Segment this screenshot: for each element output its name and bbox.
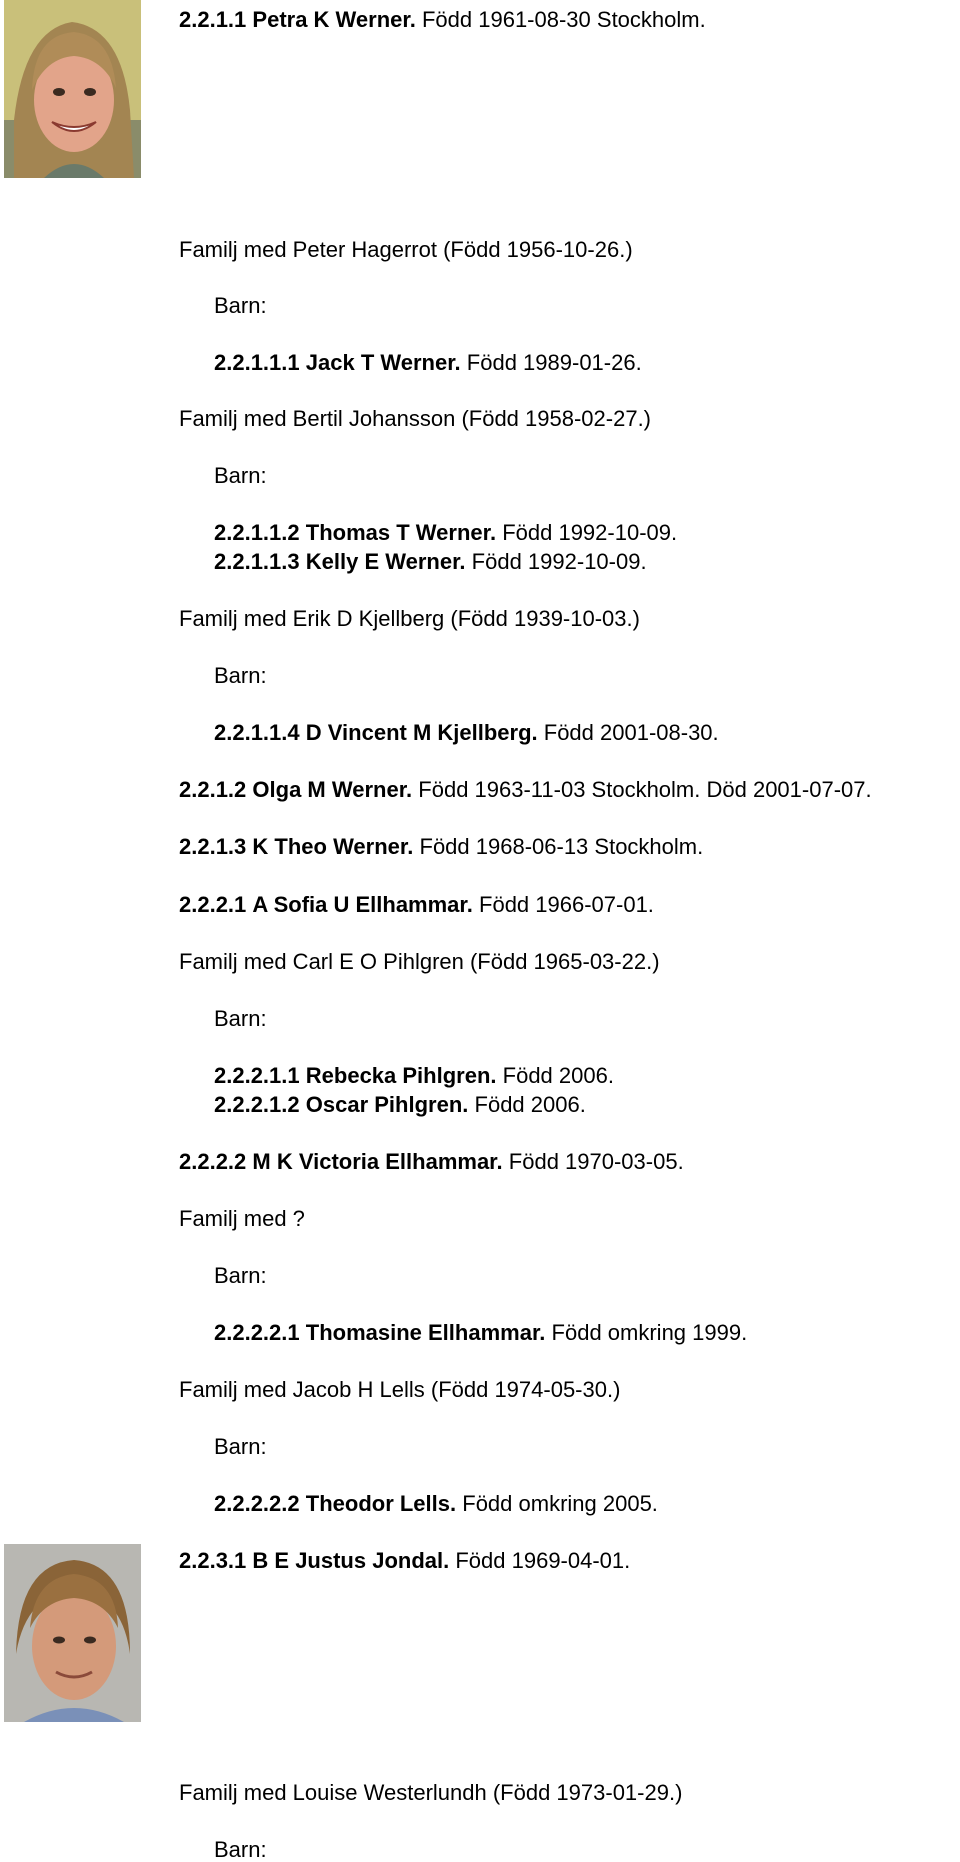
person-info: Född 1992-10-09. [502,520,678,545]
person-info: Född 1968-06-13 Stockholm. [419,834,704,859]
children-label: Barn: [214,1434,267,1459]
person-id: 2.2.2.1.1 [214,1063,300,1088]
person-name: M K Victoria Ellhammar. [252,1149,503,1174]
child-entry [214,352,642,374]
family-line: Familj med ? [179,1206,305,1231]
person-name: Oscar Pihlgren. [305,1092,469,1117]
family-line: Familj med Louise Westerlundh (Född 1973-01-29.) [179,1780,683,1805]
person-info: Född omkring 1999. [551,1320,748,1345]
person-entry [179,1151,684,1173]
person-id: 2.2.1.2 [179,777,247,802]
family-line: Familj med Bertil Johansson (Född 1958-02-27.) [179,406,652,431]
person-id: 2.2.2.2.1 [214,1320,300,1345]
person-id: 2.2.2.2 [179,1149,247,1174]
person-info: Född 2006. [502,1063,614,1088]
child-entry [214,1322,747,1344]
portrait-photo-petra [4,0,141,178]
person-name: A Sofia U Ellhammar. [252,892,473,917]
person-name: K Theo Werner. [252,834,414,859]
person-entry [179,894,654,916]
family-line: Familj med Carl E O Pihlgren (Född 1965-03-22.) [179,949,660,974]
person-name: Theodor Lells. [305,1491,457,1516]
child-entry [214,1065,614,1087]
child-entry [214,1094,586,1116]
child-entry [214,1493,658,1515]
person-name: B E Justus Jondal. [252,1548,450,1573]
person-info: Född 1992-10-09. [471,549,647,574]
person-info: Född 1966-07-01. [479,892,654,917]
person-info: Född omkring 2005. [462,1491,658,1516]
person-id: 2.2.1.1.1 [214,350,300,375]
person-info: Född 1961-08-30 Stockholm. [421,7,706,32]
person-id: 2.2.1.3 [179,834,247,859]
person-name: Petra K Werner. [252,7,416,32]
person-id: 2.2.1.1.3 [214,549,300,574]
portrait-photo-justus [4,1544,141,1722]
person-info: Född 1989-01-26. [466,350,642,375]
person-info: Född 2006. [474,1092,586,1117]
person-name: D Vincent M Kjellberg. [305,720,538,745]
person-info: Född 1963-11-03 Stockholm. Död 2001-07-07. [418,777,872,802]
children-label: Barn: [214,293,267,318]
children-label: Barn: [214,1263,267,1288]
children-label: Barn: [214,1837,267,1862]
person-id: 2.2.2.1.2 [214,1092,300,1117]
person-id: 2.2.1.1 [179,7,247,32]
person-info: Född 1970-03-05. [508,1149,684,1174]
children-label: Barn: [214,663,267,688]
child-entry [214,722,719,744]
person-name: Thomasine Ellhammar. [305,1320,546,1345]
person-entry [179,1550,630,1572]
person-id: 2.2.1.1.2 [214,520,300,545]
children-label: Barn: [214,1006,267,1031]
family-line: Familj med Erik D Kjellberg (Född 1939-10-03.) [179,606,640,631]
family-line: Familj med Jacob H Lells (Född 1974-05-30.) [179,1377,621,1402]
person-name: Olga M Werner. [252,777,413,802]
person-id: 2.2.2.2.2 [214,1491,300,1516]
person-id: 2.2.3.1 [179,1548,247,1573]
child-entry [214,551,647,573]
person-id: 2.2.2.1 [179,892,247,917]
person-name: Jack T Werner. [305,350,461,375]
person-entry [179,836,703,858]
person-info: Född 1969-04-01. [455,1548,631,1573]
person-entry [179,9,706,31]
person-name: Rebecka Pihlgren. [305,1063,497,1088]
child-entry [214,522,677,544]
children-label: Barn: [214,463,267,488]
family-line: Familj med Peter Hagerrot (Född 1956-10-26.) [179,237,633,262]
person-name: Thomas T Werner. [305,520,497,545]
person-entry [179,779,872,801]
person-name: Kelly E Werner. [305,549,466,574]
person-id: 2.2.1.1.4 [214,720,300,745]
person-info: Född 2001-08-30. [543,720,719,745]
